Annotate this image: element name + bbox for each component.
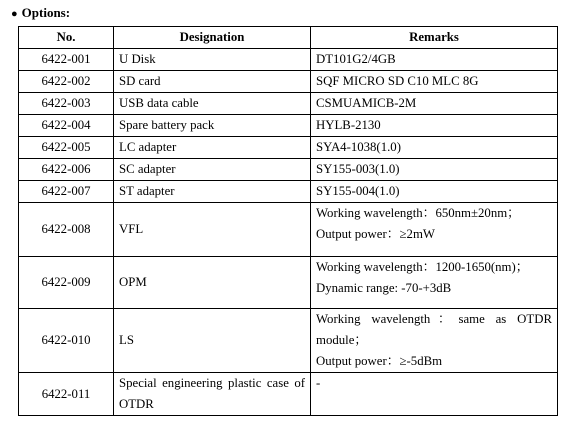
cell-no: 6422-011 <box>19 373 114 416</box>
cell-no: 6422-009 <box>19 257 114 309</box>
table-row <box>19 49 558 71</box>
header-remarks: Remarks <box>311 27 558 49</box>
cell-designation: Special engineering plastic case of OTDR <box>114 373 311 416</box>
table-row <box>19 137 558 159</box>
table-row <box>19 71 558 93</box>
cell-no: 6422-004 <box>19 115 114 137</box>
section-heading <box>11 5 70 21</box>
table-body <box>19 49 558 416</box>
table-row <box>19 181 558 203</box>
remarks-line: Dynamic range: -70-+3dB <box>316 281 452 295</box>
remarks-line: Working wavelength：same as OTDR module； <box>316 312 552 347</box>
cell-remarks <box>311 71 558 93</box>
table-row <box>19 115 558 137</box>
cell-remarks <box>311 115 558 137</box>
cell-remarks <box>311 159 558 181</box>
table-row <box>19 203 558 257</box>
cell-remarks <box>311 93 558 115</box>
cell-remarks <box>311 181 558 203</box>
cell-no: 6422-010 <box>19 309 114 373</box>
remarks-line: DT101G2/4GB <box>316 52 396 66</box>
remarks-line: CSMUAMICB-2M <box>316 96 417 110</box>
cell-designation: U Disk <box>114 49 311 71</box>
table-row <box>19 257 558 309</box>
cell-remarks <box>311 373 558 416</box>
cell-designation: SC adapter <box>114 159 311 181</box>
cell-designation: SD card <box>114 71 311 93</box>
cell-no: 6422-002 <box>19 71 114 93</box>
remarks-line: HYLB-2130 <box>316 118 381 132</box>
header-designation: Designation <box>114 27 311 49</box>
cell-remarks <box>311 203 558 257</box>
remarks-line: SY155-003(1.0) <box>316 162 400 176</box>
remarks-line: Output power：≥2mW <box>316 227 435 241</box>
table-row <box>19 373 558 416</box>
cell-remarks <box>311 309 558 373</box>
cell-designation: LC adapter <box>114 137 311 159</box>
cell-no: 6422-006 <box>19 159 114 181</box>
remarks-line: SY155-004(1.0) <box>316 184 400 198</box>
bullet-icon: ● <box>11 8 18 20</box>
remarks-line: Working wavelength：650nm±20nm； <box>316 206 520 220</box>
remarks-line: SQF MICRO SD C10 MLC 8G <box>316 74 479 88</box>
remarks-line: Output power：≥-5dBm <box>316 354 443 368</box>
cell-no: 6422-005 <box>19 137 114 159</box>
cell-designation: ST adapter <box>114 181 311 203</box>
section-title: Options: <box>21 5 71 20</box>
table-row <box>19 93 558 115</box>
table-row <box>19 159 558 181</box>
remarks-line: Working wavelength：1200-1650(nm)； <box>316 260 529 274</box>
cell-no: 6422-007 <box>19 181 114 203</box>
remarks-line: SYA4-1038(1.0) <box>316 140 401 154</box>
cell-designation: OPM <box>114 257 311 309</box>
cell-remarks <box>311 49 558 71</box>
cell-no: 6422-001 <box>19 49 114 71</box>
cell-designation: Spare battery pack <box>114 115 311 137</box>
cell-remarks <box>311 137 558 159</box>
remarks-line: - <box>316 376 321 390</box>
options-table <box>18 26 558 416</box>
cell-designation: LS <box>114 309 311 373</box>
table-header-row <box>19 27 558 49</box>
table-row <box>19 309 558 373</box>
header-no: No. <box>19 27 114 49</box>
cell-no: 6422-008 <box>19 203 114 257</box>
cell-remarks <box>311 257 558 309</box>
cell-designation: USB data cable <box>114 93 311 115</box>
cell-designation: VFL <box>114 203 311 257</box>
cell-no: 6422-003 <box>19 93 114 115</box>
